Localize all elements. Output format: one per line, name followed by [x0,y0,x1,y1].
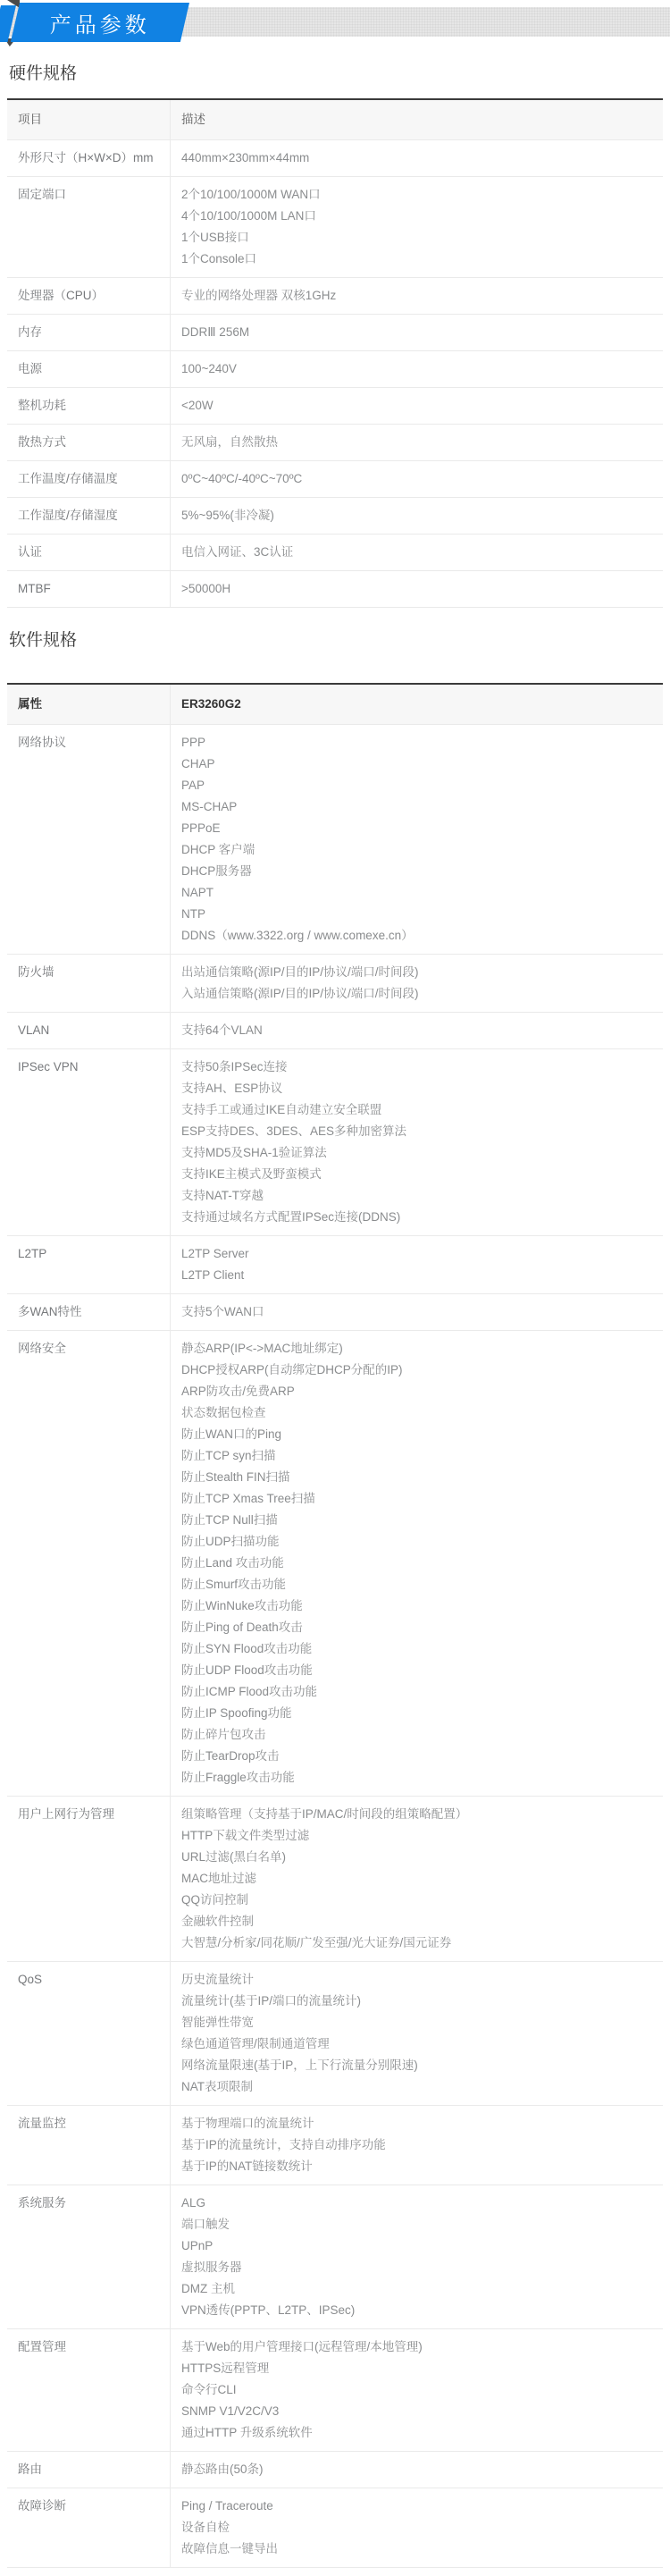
spec-value-cell [171,2452,664,2488]
spec-value-line: 防止TearDrop攻击 [181,1749,280,1763]
spec-value-line: 防止Stealth FIN扫描 [181,1470,290,1484]
spec-value-line: 防止碎片包攻击 [181,1728,266,1741]
spec-value-line: 防止UDP扫描功能 [181,1535,280,1548]
spec-value-cell [171,1797,664,1962]
spec-value-line: 专业的网络处理器 双核1GHz [181,289,337,302]
spec-value-line: UPnP [181,2239,214,2252]
spec-value-line: 440mm×230mm×44mm [181,151,310,164]
spec-value-line: DDRⅢ 256M [181,325,250,339]
spec-value-line: NAPT [181,886,214,899]
spec-value-line: 电信入网证、3C认证 [181,545,294,559]
spec-value-line: NAT表项限制 [181,2080,253,2093]
spec-value-cell [171,461,664,498]
content-area [0,63,670,2568]
spec-row [7,535,663,571]
spec-value-cell [171,2488,664,2568]
spec-value-line: 防止Land 攻击功能 [181,1556,284,1570]
spec-item-cell: L2TP [7,1236,171,1294]
spec-row [7,388,663,425]
spec-item-cell: 工作湿度/存储湿度 [7,498,171,535]
spec-row [7,1797,663,1962]
software-spec-table [7,683,663,2568]
spec-value-line: 状态数据包检查 [181,1406,266,1419]
spec-value-line: <20W [181,399,214,412]
spec-value-cell [171,1013,664,1049]
spec-value-line: 支持NAT-T穿越 [181,1189,264,1202]
spec-value-line: ESP支持DES、3DES、AES多种加密算法 [181,1124,407,1138]
spec-value-line: 2个10/100/1000M WAN口 [181,188,321,201]
banner-title: 产品参数 [49,13,150,38]
spec-row [7,425,663,461]
spec-item-cell: IPSec VPN [7,1049,171,1236]
spec-row [7,1236,663,1294]
spec-value-line: DDNS（www.3322.org / www.comexe.cn） [181,929,414,942]
software-spec-section [7,629,663,2568]
spec-value-line: 防止TCP Xmas Tree扫描 [181,1492,315,1505]
spec-row [7,177,663,278]
spec-value-cell [171,725,664,955]
spec-item-cell: MTBF [7,571,171,608]
spec-row [7,461,663,498]
spec-item-cell: 系统服务 [7,2185,171,2329]
spec-value-line: 网络流量限速(基于IP，上下行流量分别限速) [181,2058,418,2072]
spec-value-cell [171,2106,664,2185]
spec-value-line: 防止ICMP Flood攻击功能 [181,1685,318,1698]
spec-value-cell [171,425,664,461]
spec-row [7,1962,663,2106]
spec-value-line: PAP [181,779,205,792]
spec-value-line: MS-CHAP [181,800,238,813]
spec-value-line: L2TP Server [181,1247,249,1260]
spec-value-cell [171,177,664,278]
spec-item-cell: 处理器（CPU） [7,278,171,315]
spec-row [7,1294,663,1331]
spec-value-line: 1个Console口 [181,252,257,265]
spec-value-line: 5%~95%(非冷凝) [181,509,274,522]
spec-value-line: 防止TCP syn扫描 [181,1449,276,1462]
spec-row [7,2329,663,2452]
spec-value-line: L2TP Client [181,1268,245,1282]
hardware-spec-heading: 硬件规格 [9,64,78,83]
spec-value-line: DMZ 主机 [181,2282,235,2295]
software-spec-heading: 软件规格 [9,631,78,650]
hardware-spec-section [7,63,663,608]
spec-row [7,315,663,351]
spec-value-cell [171,278,664,315]
spec-value-line: 防止TCP Null扫描 [181,1513,278,1527]
spec-item-cell: 工作温度/存储温度 [7,461,171,498]
spec-value-line: 支持64个VLAN [181,1023,263,1037]
spec-row [7,955,663,1013]
spec-value-line: DHCP服务器 [181,864,252,878]
spec-row [7,140,663,177]
spec-value-line: 出站通信策略(源IP/目的IP/协议/端口/时间段) [181,965,419,979]
column-header-item: 属性 [7,684,171,725]
spec-value-line: >50000H [181,582,231,595]
spec-item-cell: 固定端口 [7,177,171,278]
spec-row [7,278,663,315]
hardware-spec-table [7,98,663,608]
spec-value-line: 入站通信策略(源IP/目的IP/协议/端口/时间段) [181,987,419,1000]
spec-row [7,1013,663,1049]
spec-value-line: 1个USB接口 [181,231,249,244]
spec-value-line: 支持AH、ESP协议 [181,1082,283,1095]
spec-value-cell [171,2185,664,2329]
spec-value-line: 防止Fraggle攻击功能 [181,1771,295,1784]
spec-value-line: 基于IP的NAT链接数统计 [181,2159,313,2173]
spec-value-cell [171,388,664,425]
spec-item-cell: 网络协议 [7,725,171,955]
spec-value-line: 支持MD5及SHA-1验证算法 [181,1146,327,1159]
spec-value-line: PPPoE [181,821,221,835]
spec-row [7,2488,663,2568]
spec-value-line: 无风扇，自然散热 [181,435,278,449]
spec-row [7,1049,663,1236]
table-header-row [7,99,663,140]
spec-item-cell: 防火墙 [7,955,171,1013]
spec-item-cell: 配置管理 [7,2329,171,2452]
spec-value-line: 智能弹性带宽 [181,2016,254,2029]
spec-value-line: 设备自检 [181,2521,230,2534]
spec-value-cell [171,1236,664,1294]
spec-value-cell [171,498,664,535]
spec-row [7,2185,663,2329]
spec-value-line: HTTPS远程管理 [181,2361,270,2375]
spec-value-line: 防止Smurf攻击功能 [181,1578,287,1591]
spec-item-cell: 外形尺寸（H×W×D）mm [7,140,171,177]
spec-item-cell: 网络安全 [7,1331,171,1797]
spec-row [7,1331,663,1797]
spec-value-line: 基于IP的流量统计，支持自动排序功能 [181,2138,386,2151]
spec-value-cell [171,351,664,388]
spec-row [7,498,663,535]
spec-item-cell: 流量监控 [7,2106,171,2185]
spec-value-line: 静态ARP(IP<->MAC地址绑定) [181,1342,343,1355]
spec-value-line: DHCP 客户端 [181,843,255,856]
spec-value-line: 基于物理端口的流量统计 [181,2117,314,2130]
spec-value-line: DHCP授权ARP(自动绑定DHCP分配的IP) [181,1363,403,1376]
spec-item-cell: 内存 [7,315,171,351]
spec-item-cell: QoS [7,1962,171,2106]
spec-value-line: 端口触发 [181,2218,230,2231]
spec-row [7,2452,663,2488]
spec-value-line: 大智慧/分析家/同花顺/广发至强/光大证券/国元证券 [181,1936,452,1949]
spec-item-cell: 认证 [7,535,171,571]
spec-item-cell: 路由 [7,2452,171,2488]
spec-value-cell [171,2329,664,2452]
spec-value-line: MAC地址过滤 [181,1872,256,1885]
spec-value-cell [171,315,664,351]
spec-value-cell [171,1049,664,1236]
spec-value-line: 静态路由(50条) [181,2462,264,2476]
spec-value-cell [171,535,664,571]
spec-value-line: 支持5个WAN口 [181,1305,264,1318]
spec-value-line: 故障信息一键导出 [181,2542,278,2555]
spec-value-line: 防止SYN Flood攻击功能 [181,1642,313,1655]
spec-value-line: 支持手工或通过IKE自动建立安全联盟 [181,1103,382,1116]
spec-value-line: SNMP V1/V2C/V3 [181,2404,280,2418]
spec-value-line: 防止Ping of Death攻击 [181,1621,303,1634]
column-header-value: ER3260G2 [171,684,664,725]
spec-row [7,2106,663,2185]
spec-row [7,725,663,955]
spec-item-cell: 电源 [7,351,171,388]
spec-value-line: 虚拟服务器 [181,2260,242,2274]
spec-value-line: NTP [181,907,205,921]
banner-ribbon [11,3,189,42]
spec-value-line: Ping / Traceroute [181,2499,273,2513]
spec-value-line: 通过HTTP 升级系统软件 [181,2426,313,2439]
spec-value-line: 金融软件控制 [181,1915,254,1928]
spec-value-line: 历史流量统计 [181,1973,254,1986]
spec-value-cell [171,1331,664,1797]
spec-value-line: 组策略管理（支持基于IP/MAC/时间段的组策略配置） [181,1807,468,1821]
spec-value-line: 0ºC~40ºC/-40ºC~70ºC [181,472,303,485]
spec-value-cell [171,955,664,1013]
spec-value-cell [171,140,664,177]
spec-value-line: URL过滤(黑白名单) [181,1850,286,1864]
spec-value-line: VPN透传(PPTP、L2TP、IPSec) [181,2303,356,2317]
banner [0,0,670,46]
spec-value-line: 防止WinNuke攻击功能 [181,1599,303,1612]
spec-value-cell [171,1294,664,1331]
spec-value-line: PPP [181,736,206,749]
spec-value-line: 基于Web的用户管理接口(远程管理/本地管理) [181,2340,423,2353]
spec-value-line: 支持通过域名方式配置IPSec连接(DDNS) [181,1210,401,1224]
spec-value-cell [171,571,664,608]
spec-item-cell: VLAN [7,1013,171,1049]
spec-value-line: ALG [181,2196,206,2210]
spec-row [7,571,663,608]
spec-value-line: 命令行CLI [181,2383,237,2396]
spec-value-line: 流量统计(基于IP/端口的流量统计) [181,1994,361,2008]
spec-item-cell: 多WAN特性 [7,1294,171,1331]
spec-value-line: 支持50条IPSec连接 [181,1060,288,1073]
spec-item-cell: 整机功耗 [7,388,171,425]
table-header-row [7,684,663,725]
spec-value-line: 防止WAN口的Ping [181,1427,282,1441]
spec-value-line: ARP防攻击/免费ARP [181,1385,295,1398]
spec-value-line: 100~240V [181,362,237,375]
spec-value-line: 绿色通道管理/限制通道管理 [181,2037,330,2050]
spec-value-line: QQ访问控制 [181,1893,249,1907]
spec-value-line: 防止IP Spoofing功能 [181,1706,292,1720]
spec-value-line: 4个10/100/1000M LAN口 [181,209,316,223]
column-header-value: 描述 [171,99,664,140]
spec-value-line: CHAP [181,757,215,770]
spec-item-cell: 散热方式 [7,425,171,461]
spec-row [7,351,663,388]
column-header-item: 项目 [7,99,171,140]
spec-value-cell [171,1962,664,2106]
spec-value-line: 支持IKE主模式及野蛮模式 [181,1167,322,1181]
spec-value-line: HTTP下载文件类型过滤 [181,1829,310,1842]
spec-value-line: 防止UDP Flood攻击功能 [181,1663,313,1677]
spec-item-cell: 用户上网行为管理 [7,1797,171,1962]
spec-item-cell: 故障诊断 [7,2488,171,2568]
